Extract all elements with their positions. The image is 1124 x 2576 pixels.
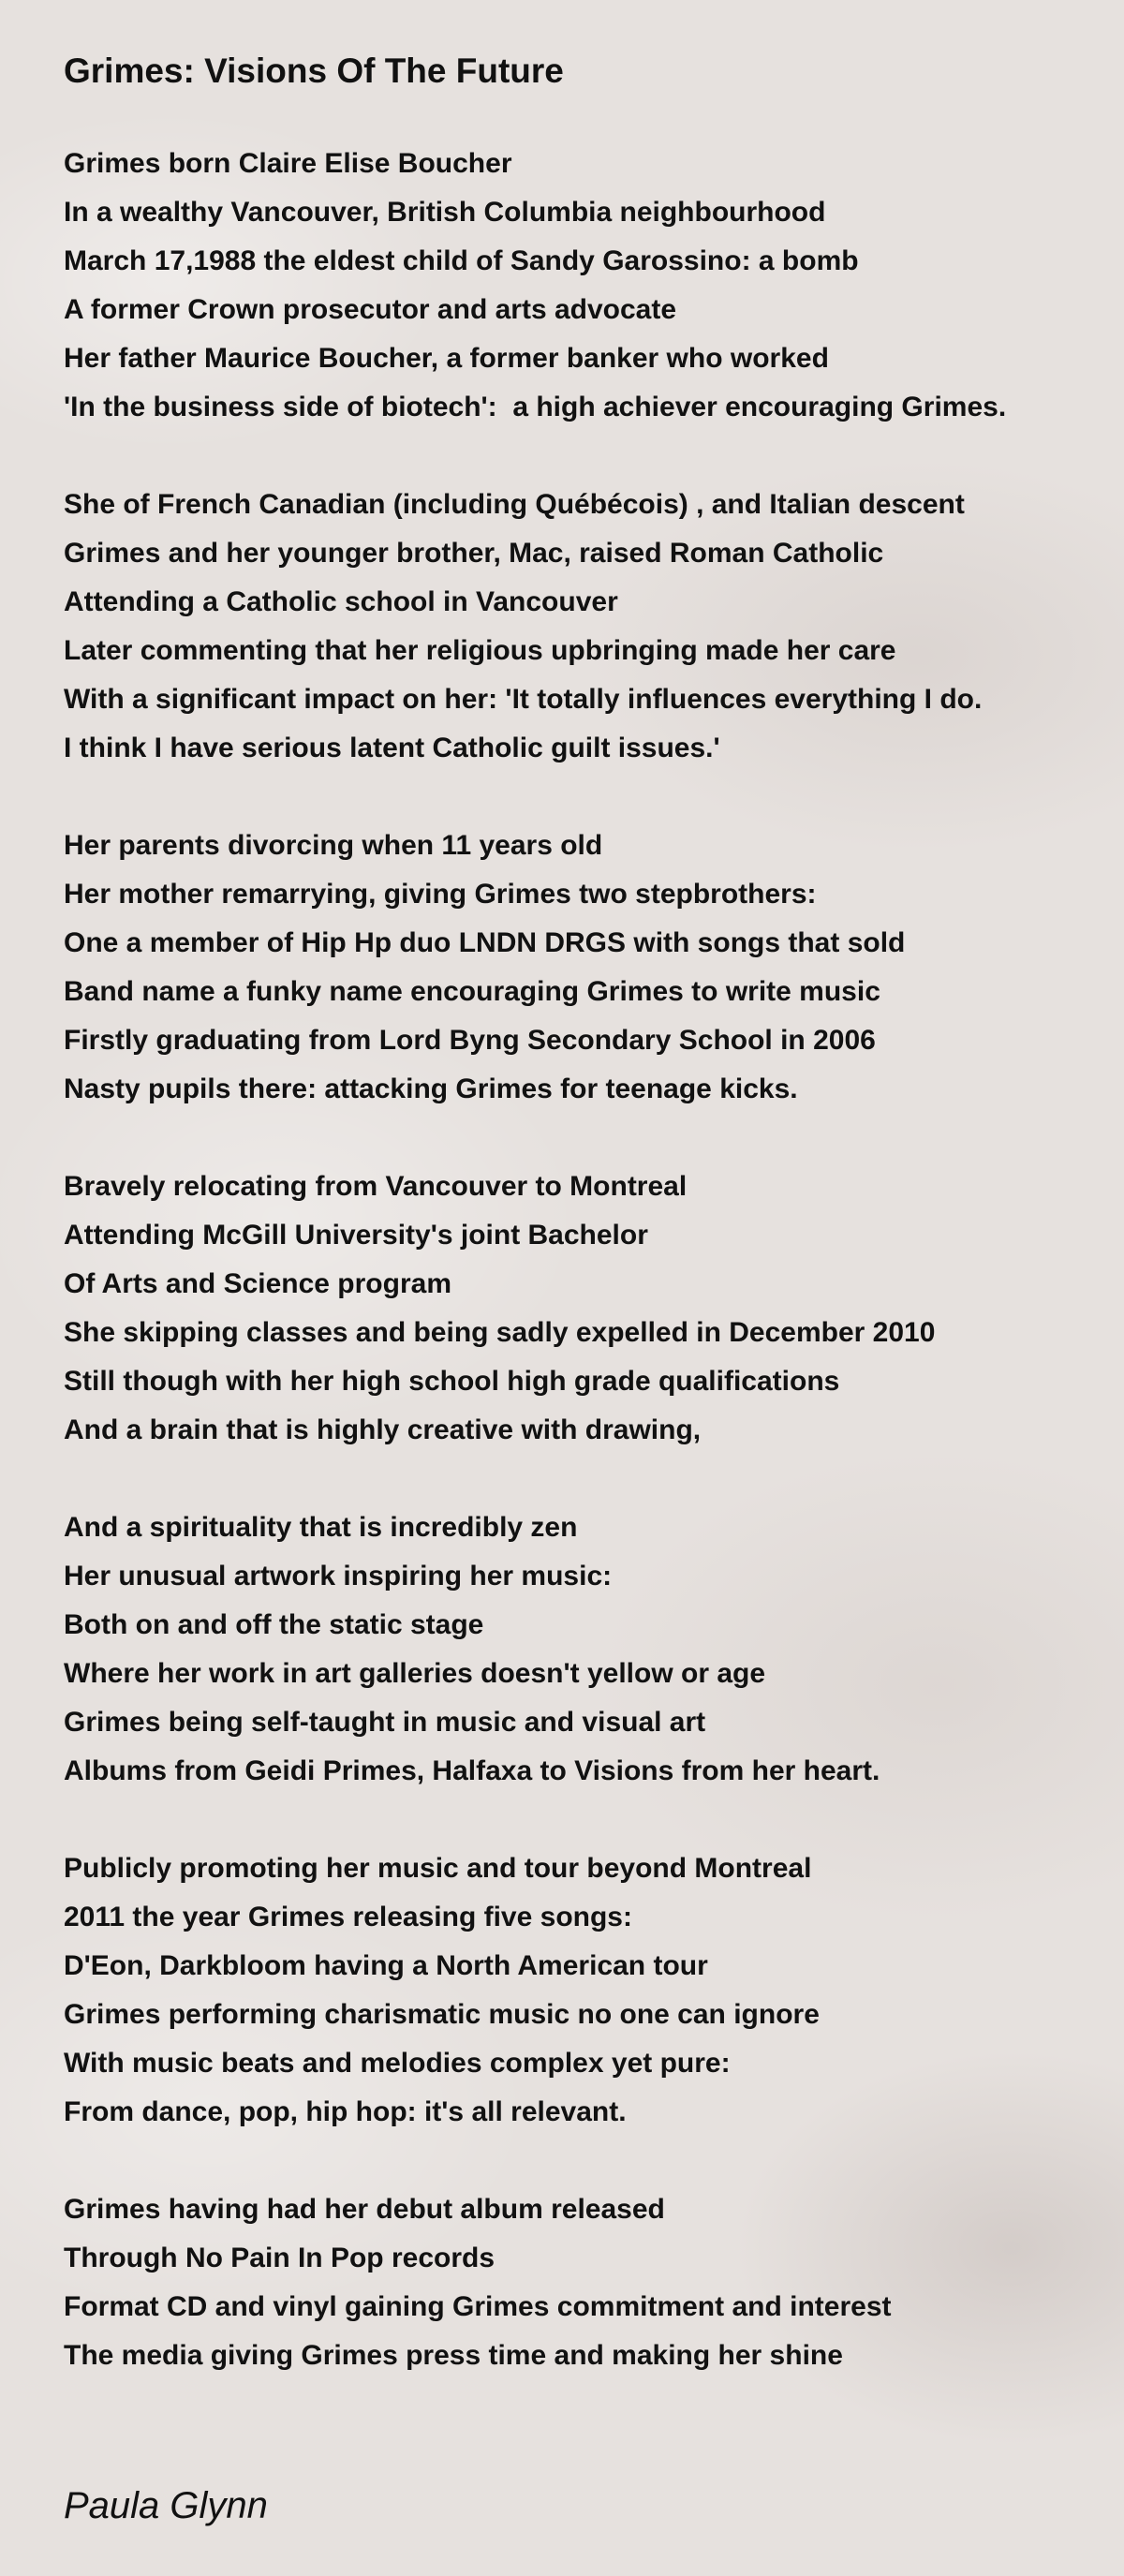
- poem-line: In a wealthy Vancouver, British Columbia neighbourhood: [64, 197, 826, 228]
- poem-line: Grimes having had her debut album released: [64, 2194, 665, 2225]
- stanza-1: [64, 140, 1103, 432]
- poem-body: [64, 140, 1103, 2429]
- poem-line: 'In the business side of biotech': a high achiever encouraging Grimes.: [64, 392, 1007, 422]
- poem-line: Through No Pain In Pop records: [64, 2243, 495, 2273]
- poem-line: Her unusual artwork inspiring her music:: [64, 1561, 613, 1591]
- poem-line: Format CD and vinyl gaining Grimes commitment and interest: [64, 2291, 892, 2322]
- poem-line: One a member of Hip Hp duo LNDN DRGS with songs that sold: [64, 927, 906, 958]
- stanza-3: [64, 822, 1103, 1114]
- poem-line: Where her work in art galleries doesn't yellow or age: [64, 1658, 766, 1689]
- poem-line: With a significant impact on her: 'It totally influences everything I do.: [64, 684, 983, 715]
- poem-line: Attending a Catholic school in Vancouver: [64, 586, 618, 617]
- poem-line: Grimes performing charismatic music no one can ignore: [64, 1999, 820, 2030]
- poem-line: Albums from Geidi Primes, Halfaxa to Visions from her heart.: [64, 1755, 880, 1786]
- stanza-6: [64, 1844, 1103, 2137]
- poem-line: Still though with her high school high grade qualifications: [64, 1366, 840, 1397]
- poem-line: A former Crown prosecutor and arts advocate: [64, 294, 677, 325]
- poem-line: Later commenting that her religious upbringing made her care: [64, 635, 896, 666]
- poem-line: Nasty pupils there: attacking Grimes for teenage kicks.: [64, 1073, 798, 1104]
- poem-line: Her parents divorcing when 11 years old: [64, 830, 603, 861]
- poem-line: Of Arts and Science program: [64, 1268, 451, 1299]
- poem-line: She skipping classes and being sadly expelled in December 2010: [64, 1317, 936, 1348]
- poem-line: Her father Maurice Boucher, a former banker who worked: [64, 343, 829, 374]
- poem-line: And a brain that is highly creative with drawing,: [64, 1414, 702, 1445]
- poem-line: Her mother remarrying, giving Grimes two stepbrothers:: [64, 879, 817, 910]
- poem-line: The media giving Grimes press time and making her shine: [64, 2340, 843, 2371]
- poem-line: Bravely relocating from Vancouver to Montreal: [64, 1171, 688, 1202]
- stanza-5: [64, 1503, 1103, 1796]
- stanza-2: [64, 481, 1103, 773]
- poem-line: Grimes being self-taught in music and visual art: [64, 1707, 706, 1738]
- poem-line: Attending McGill University's joint Bachelor: [64, 1220, 648, 1251]
- poem-line: I think I have serious latent Catholic guilt issues.': [64, 733, 720, 763]
- poem-line: Both on and off the static stage: [64, 1609, 484, 1640]
- poem-line: And a spirituality that is incredibly zen: [64, 1512, 578, 1543]
- stanza-4: [64, 1162, 1103, 1455]
- poem-line: D'Eon, Darkbloom having a North American tour: [64, 1950, 708, 1981]
- poem-line: Grimes and her younger brother, Mac, raised Roman Catholic: [64, 538, 884, 569]
- poem-line: Firstly graduating from Lord Byng Secondary School in 2006: [64, 1025, 876, 1056]
- poem-line: Grimes born Claire Elise Boucher: [64, 148, 512, 179]
- poem-author: Paula Glynn: [64, 2485, 268, 2526]
- poem-line: Publicly promoting her music and tour beyond Montreal: [64, 1853, 812, 1884]
- poem-line: March 17,1988 the eldest child of Sandy Garossino: a bomb: [64, 245, 859, 276]
- poem-line: 2011 the year Grimes releasing five songs:: [64, 1902, 632, 1932]
- poem-line: From dance, pop, hip hop: it's all relevant.: [64, 2096, 627, 2127]
- stanza-7: [64, 2185, 1103, 2380]
- poem-line: She of French Canadian (including Québécois) , and Italian descent: [64, 489, 965, 520]
- poem-title: Grimes: Visions Of The Future: [64, 52, 564, 90]
- poem-line: Band name a funky name encouraging Grimes to write music: [64, 976, 880, 1007]
- poem-line: With music beats and melodies complex yet pure:: [64, 2048, 731, 2079]
